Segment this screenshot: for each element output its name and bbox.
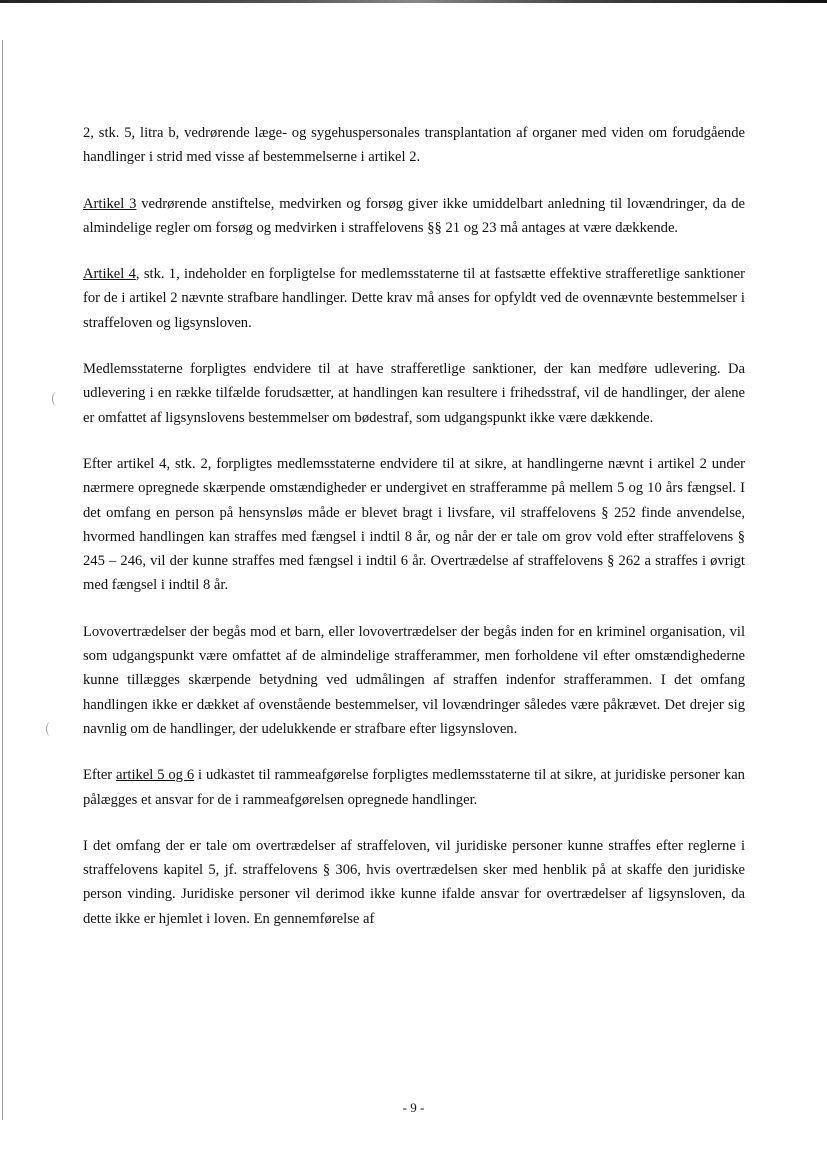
page-number: - 9 - — [402, 1100, 425, 1115]
article-reference: Artikel 3 — [83, 195, 137, 212]
paragraph-text: Efter — [83, 767, 117, 784]
paragraph-7 — [83, 763, 745, 812]
paragraph-text: i udkastet til rammeafgørelse forpligtes medlemsstaterne til at sikre, at juridiske personer kan pålægges et ansvar for de i rammeafgørelsen opregnede handlinger. — [83, 767, 745, 808]
paragraph-3 — [83, 262, 745, 335]
paragraph-text: , stk. 1, indeholder en forpligtelse for medlemsstaterne til at fastsætte effektive strafferetlige sanktioner for de i artikel 2 nævnte strafbare handlinger. Dette krav må anses for opfyldt ved de ovennævnte bestemmelser i straffeloven og ligsynsloven. — [83, 266, 745, 331]
paragraph-8 — [83, 834, 745, 931]
paragraph-text: vedrørende anstiftelse, medvirken og forsøg giver ikke umiddelbart anledning til lovændringer, da de almindelige regler om forsøg og medvirken i straffelovens §§ 21 og 23 må antages at være dækkende. — [83, 195, 745, 236]
paragraph-4 — [83, 357, 745, 430]
paragraph-text: Lovovertrædelser der begås mod et barn, eller lovovertrædelser der begås inden for en kriminel organisation, vil som udgangspunkt være omfattet af de almindelige strafferammer, men forholdene vil efter omstændighederne kunne tillægges skærpende betydning ved udmålingen af straffen indenfor strafferammen. I det omfang handlingen ikke er dækket af ovenstående bestemmelser, vil lovændringer således være påkrævet. Det drejer sig navnlig om de handlinger, der udelukkende er strafbare efter ligsynsloven. — [83, 623, 745, 737]
scan-artifact-mark — [46, 722, 55, 736]
paragraph-5 — [83, 452, 745, 598]
scan-edge-top — [0, 0, 827, 3]
scan-artifact-mark — [52, 392, 61, 406]
paragraph-text: Medlemsstaterne forpligtes endvidere til at have strafferetlige sanktioner, der kan medføre udlevering. Da udlevering i en række tilfælde forudsætter, at handlingen kan resultere i frihedsstraf, vil de handlinger, der alene er omfattet af ligsynslovens bestemmelser om bødestraf, som udgangspunkt ikke være dækkende. — [83, 361, 745, 426]
article-reference: artikel 5 og 6 — [116, 767, 195, 784]
paragraph-2 — [83, 192, 745, 241]
paragraph-text: 2, stk. 5, litra b, vedrørende læge- og sygehuspersonales transplantation af organer med viden om forudgående handlinger i strid med visse af bestemmelserne i artikel 2. — [83, 125, 745, 166]
paragraph-text: Efter artikel 4, stk. 2, forpligtes medlemsstaterne endvidere til at sikre, at handlingerne nævnt i artikel 2 under nærmere opregnede skærpende omstændigheder er undergivet en strafferamme på mellem 5 og 10 års fængsel. I det omfang en person på hensynsløs måde er blevet bragt i livsfare, vil straffelovens § 252 finde anvendelse, hvormed handlingen kan straffes med fængsel i indtil 8 år, og når der er tale om grov vold efter straffelovens § 245 – 246, vil der kunne straffes med fængsel i indtil 6 år. Overtrædelse af straffelovens § 262 a straffes i øvrigt med fængsel i indtil 8 år. — [83, 455, 745, 594]
document-body — [83, 121, 745, 953]
article-reference: Artikel 4 — [83, 266, 136, 283]
paragraph-1 — [83, 121, 745, 170]
paragraph-6 — [83, 620, 745, 741]
scan-edge-left — [2, 40, 3, 1120]
paragraph-text: I det omfang der er tale om overtrædelser af straffeloven, vil juridiske personer kunne straffes efter reglerne i straffelovens kapitel 5, jf. straffelovens § 306, hvis overtrædelsen sker med henblik på at skaffe den juridiske person vinding. Juridiske personer vil derimod ikke kunne ifalde ansvar for overtrædelser af ligsynsloven, da dette ikke er hjemlet i loven. En gennemførelse af — [83, 837, 745, 927]
